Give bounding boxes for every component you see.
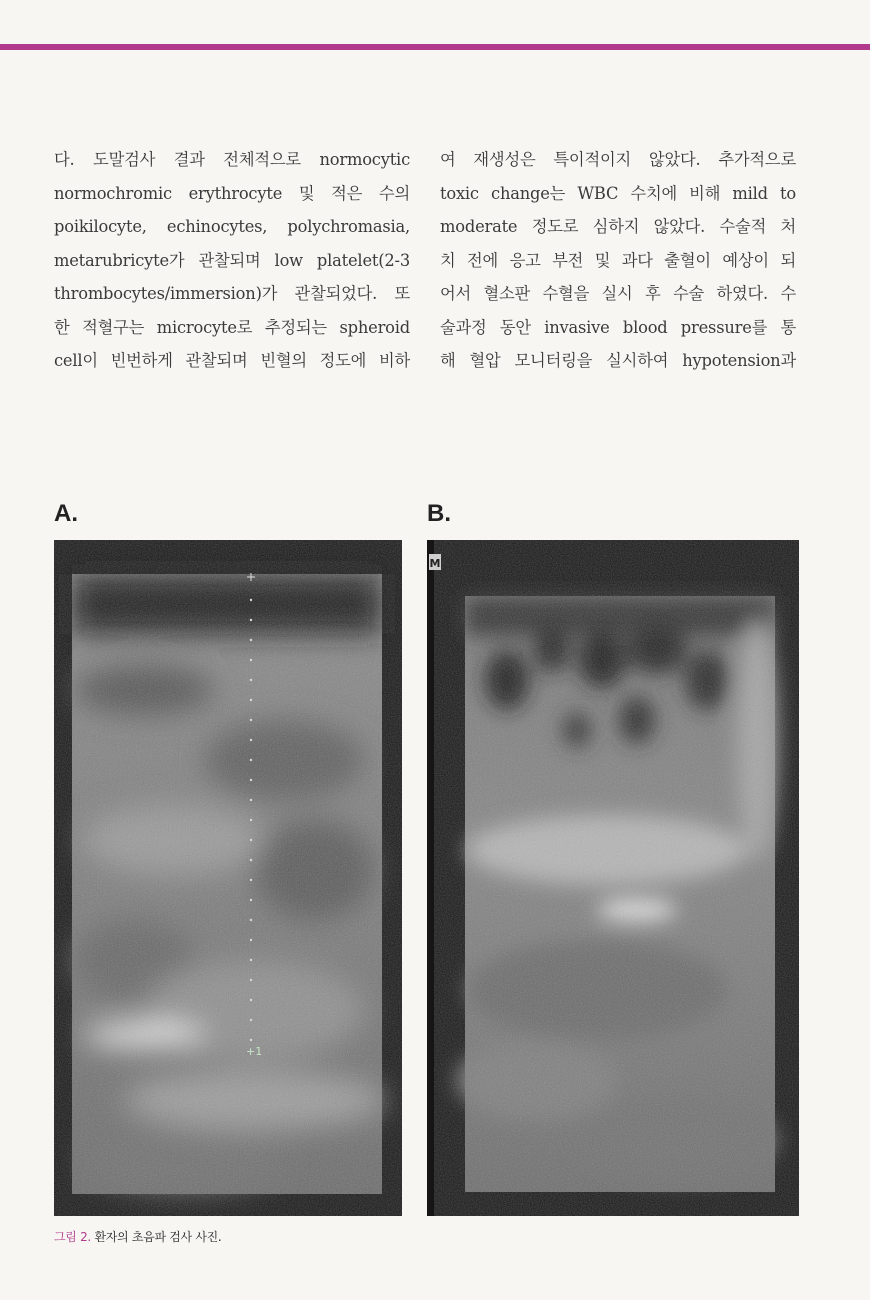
panel-b-label: B. <box>427 500 451 527</box>
header-accent-rule <box>0 44 870 50</box>
text-line: moderate 정도로 심하지 않았다. 수술적 처 <box>440 217 796 236</box>
text-line: 치 전에 응고 부전 및 과다 출혈이 예상이 되 <box>440 250 796 270</box>
text-line: normochromic erythrocyte 및 적은 수의 <box>54 183 410 203</box>
body-text-right-column <box>440 143 796 378</box>
text-line: thrombocytes/immersion)가 관찰되었다. 또 <box>54 284 410 303</box>
text-line: poikilocyte, echinocytes, polychromasia, <box>54 217 410 236</box>
text-line: metarubricyte가 관찰되며 low platelet(2-3 <box>54 250 410 270</box>
panel-a-label: A. <box>54 500 78 527</box>
mode-m-label: M <box>429 557 441 570</box>
text-line: 해 혈압 모니터링을 실시하여 hypotension과 <box>440 351 796 370</box>
ultrasound-image-b <box>427 540 799 1216</box>
body-text-left-column <box>54 143 410 378</box>
figure-caption <box>54 1228 221 1245</box>
text-line: 다. 도말검사 결과 전체적으로 normocytic <box>54 150 410 169</box>
text-line: 여 재생성은 특이적이지 않았다. 추가적으로 <box>440 150 796 169</box>
text-line: 어서 혈소판 수혈을 실시 후 수술 하였다. 수 <box>440 284 796 303</box>
figure-caption-text: 환자의 초음파 검사 사진. <box>90 1230 222 1244</box>
text-line: 한 적혈구는 microcyte로 추정되는 spheroid <box>54 317 410 337</box>
figure-number: 그림 2. <box>54 1230 91 1244</box>
text-line: 술과정 동안 invasive blood pressure를 통 <box>440 317 796 337</box>
text-line: toxic change는 WBC 수치에 비해 mild to <box>440 183 796 203</box>
ultrasound-image-a <box>54 540 402 1216</box>
text-line: cell이 빈번하게 관찰되며 빈혈의 정도에 비하 <box>54 351 410 370</box>
caliper-end-label: +1 <box>246 1045 263 1058</box>
